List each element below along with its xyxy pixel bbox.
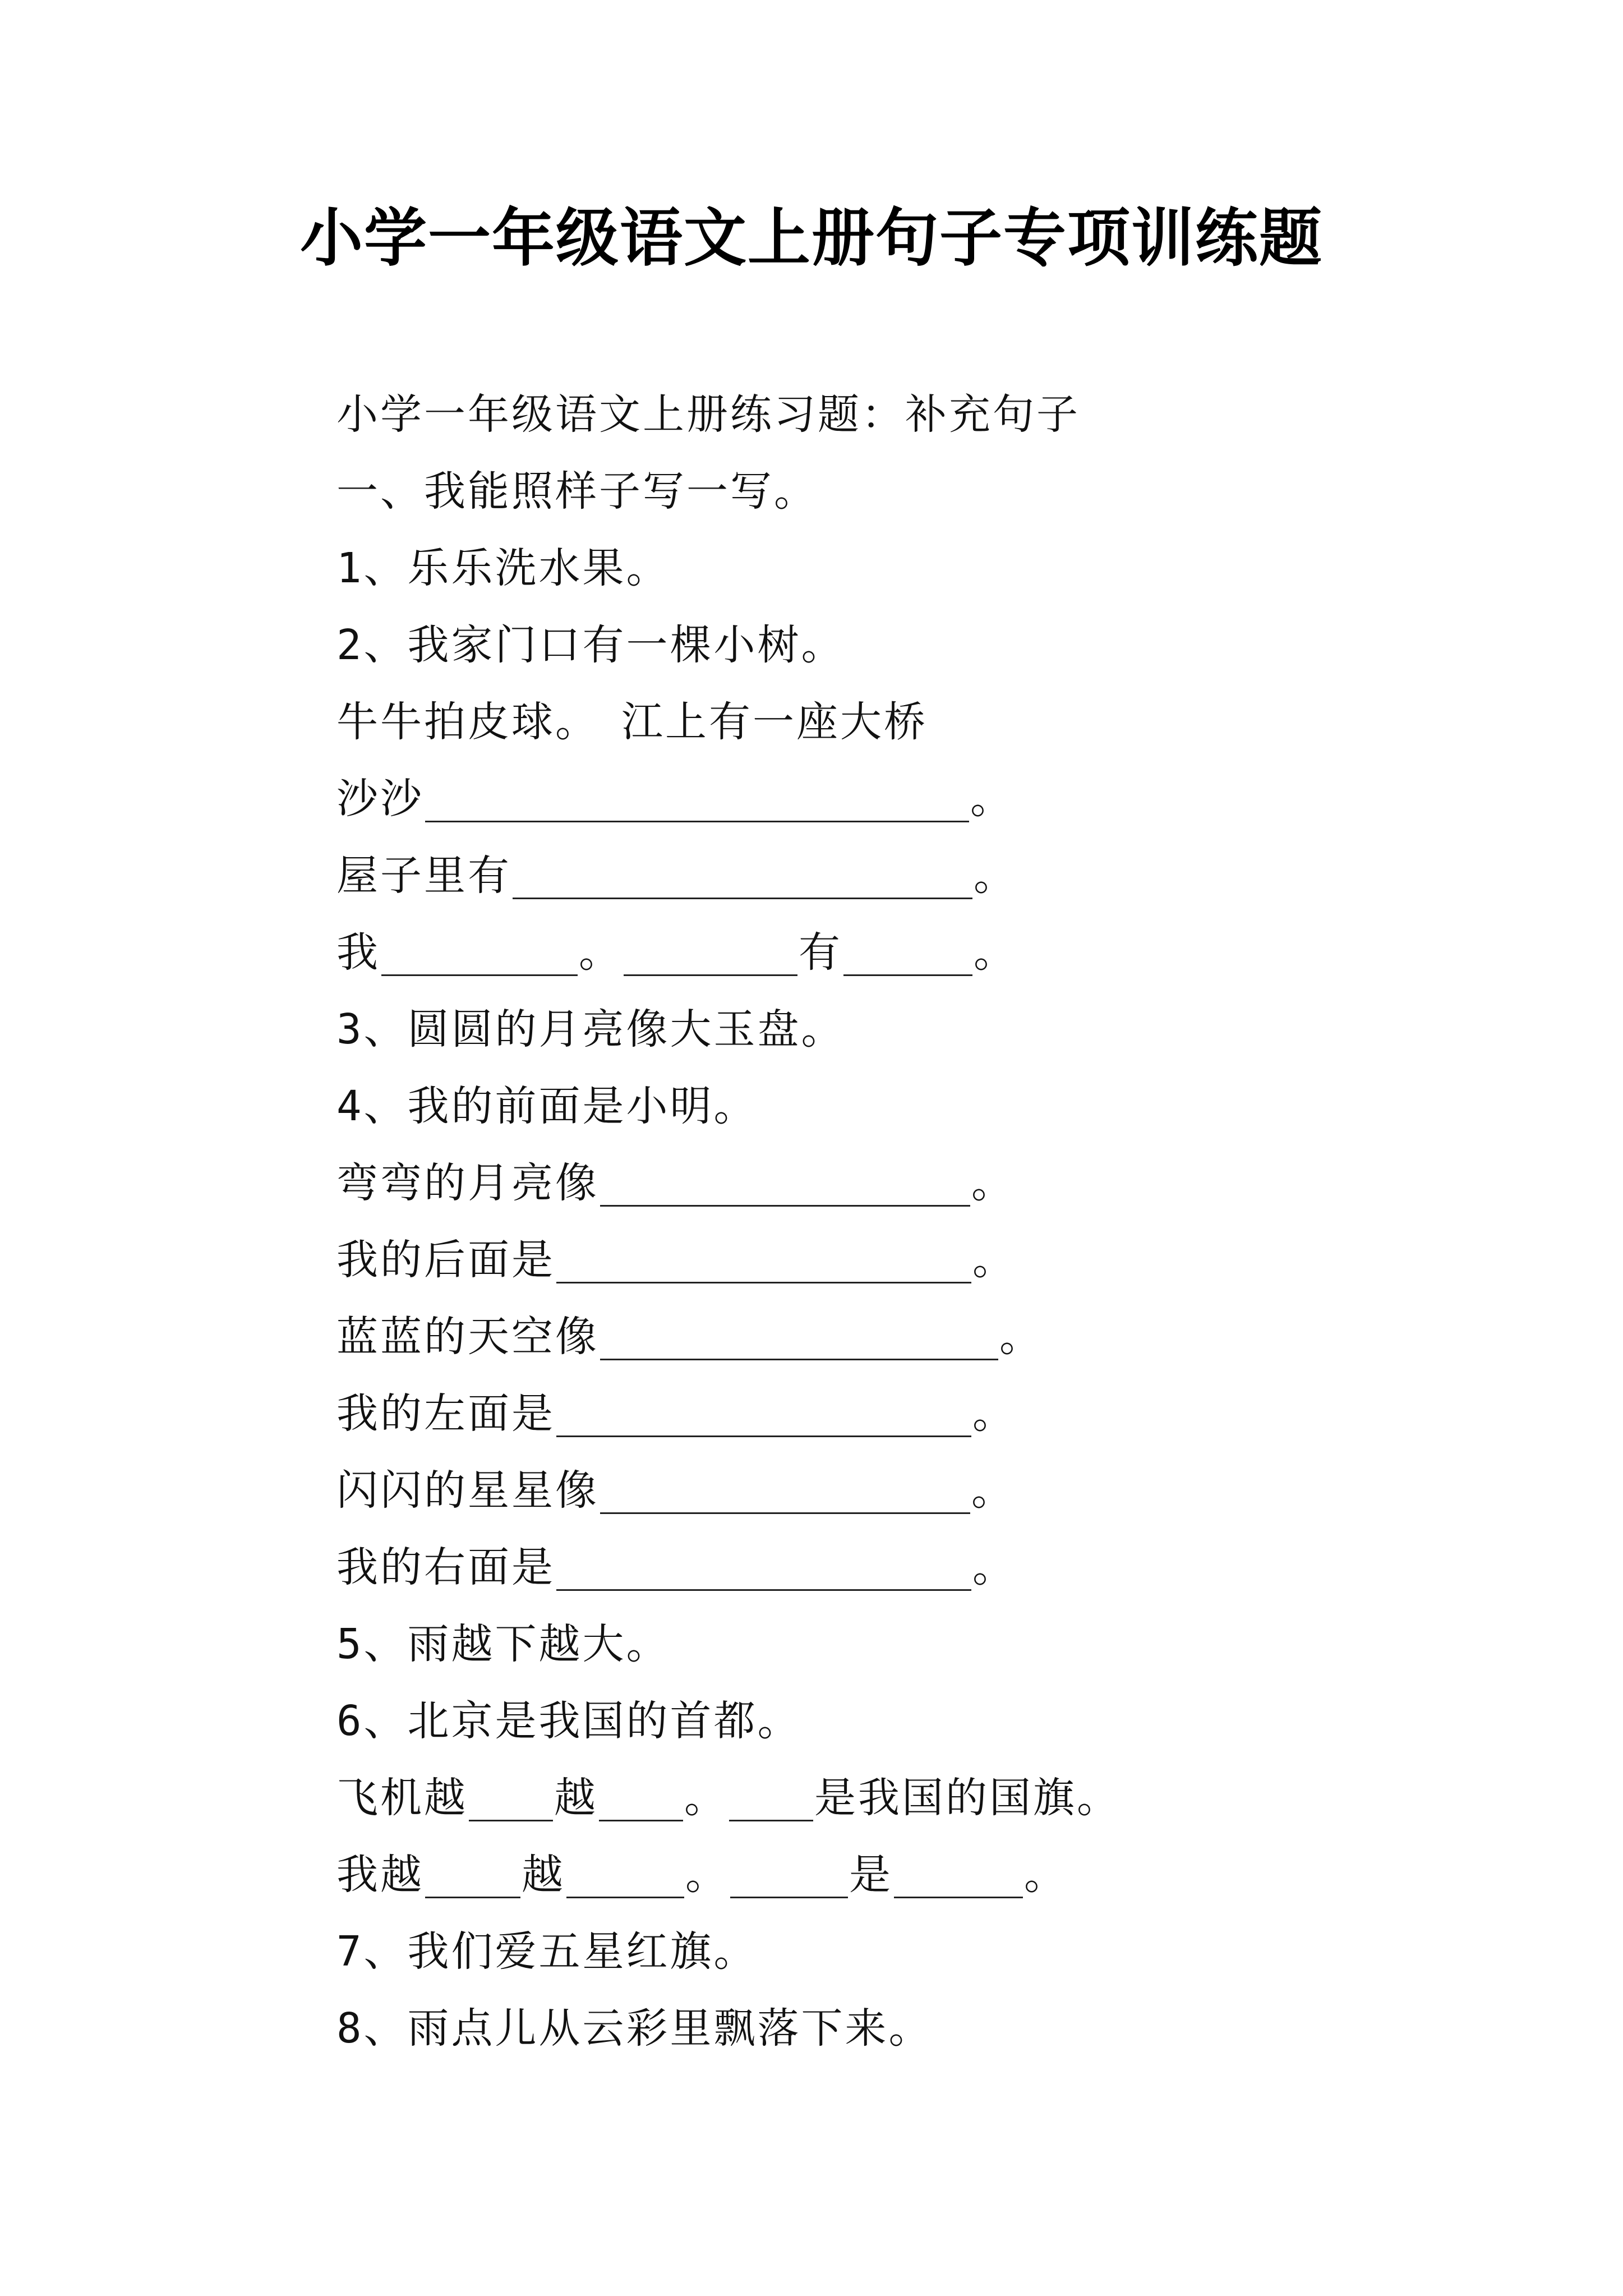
period: 。 — [684, 1773, 728, 1822]
period: 。 — [970, 774, 1014, 823]
fill-line — [336, 1529, 1514, 1605]
subtitle-text: 小学一年级语文上册练习题：补充句子 — [336, 390, 1080, 439]
fill-line — [336, 1836, 1514, 1913]
page-title: 小学一年级语文上册句子专项训练题 — [300, 201, 1323, 275]
answer-blank[interactable] — [425, 779, 969, 822]
answer-blank[interactable] — [600, 1163, 970, 1207]
answer-blank[interactable] — [381, 933, 578, 976]
answer-blank[interactable] — [469, 1778, 553, 1821]
fill-line — [336, 914, 1514, 991]
fill-word: 有 — [799, 928, 842, 977]
subtitle — [336, 376, 1514, 453]
fill-prefix: 弯弯的月亮像 — [336, 1158, 599, 1207]
answer-blank[interactable] — [894, 1855, 1023, 1898]
period: 。 — [971, 1466, 1015, 1515]
answer-blank[interactable] — [600, 1471, 970, 1514]
fill-suffix: 是我国的国旗。 — [814, 1773, 1121, 1822]
question-5: 5、雨越下越大。 — [336, 1619, 670, 1668]
period: 。 — [999, 1312, 1043, 1361]
example-sentence-1: 牛牛拍皮球。 — [336, 697, 599, 746]
list-item — [336, 1068, 1514, 1144]
answer-blank[interactable] — [843, 933, 972, 976]
document-body — [336, 376, 1514, 2067]
answer-blank[interactable] — [566, 1855, 684, 1898]
fill-line — [336, 1298, 1514, 1375]
list-item — [336, 1682, 1514, 1759]
fill-line — [336, 1759, 1514, 1836]
fill-prefix: 沙沙 — [336, 774, 424, 823]
list-item — [336, 530, 1514, 606]
period: 。 — [685, 1850, 729, 1899]
question-2: 2、我家门口有一棵小树。 — [336, 620, 845, 669]
section-heading-text: 一、我能照样子写一写。 — [336, 467, 818, 516]
answer-blank[interactable] — [556, 1240, 971, 1283]
list-item — [336, 991, 1514, 1068]
period: 。 — [972, 1389, 1016, 1438]
question-1: 1、乐乐洗水果。 — [336, 544, 670, 592]
fill-line — [336, 1375, 1514, 1452]
question-3: 3、圆圆的月亮像大玉盘。 — [336, 1005, 845, 1053]
list-item — [336, 1990, 1514, 2067]
answer-blank[interactable] — [600, 1317, 998, 1360]
fill-prefix: 我越 — [336, 1850, 424, 1899]
period: 。 — [579, 928, 623, 977]
answer-blank[interactable] — [624, 933, 797, 976]
period: 。 — [972, 1235, 1016, 1284]
answer-blank[interactable] — [425, 1855, 520, 1898]
example-sentences — [336, 683, 1514, 760]
answer-blank[interactable] — [513, 856, 972, 899]
answer-blank[interactable] — [556, 1548, 971, 1591]
period: 。 — [974, 851, 1017, 900]
fill-word: 越 — [554, 1773, 598, 1822]
answer-blank[interactable] — [730, 1855, 848, 1898]
fill-word: 是 — [849, 1850, 893, 1899]
period: 。 — [974, 928, 1017, 977]
period: 。 — [1024, 1850, 1068, 1899]
fill-prefix: 我的右面是 — [336, 1543, 555, 1591]
answer-blank[interactable] — [599, 1778, 683, 1821]
question-6: 6、北京是我国的首都。 — [336, 1696, 801, 1745]
fill-line — [336, 837, 1514, 914]
fill-prefix: 闪闪的星星像 — [336, 1466, 599, 1515]
list-item — [336, 1605, 1514, 1682]
fill-prefix: 我 — [336, 928, 380, 977]
fill-word: 越 — [522, 1850, 565, 1899]
example-sentence-2: 江上有一座大桥 — [621, 697, 928, 746]
section-heading — [336, 453, 1514, 530]
fill-prefix: 我的左面是 — [336, 1389, 555, 1438]
answer-blank[interactable] — [556, 1394, 971, 1437]
fill-prefix: 飞机越 — [336, 1773, 468, 1822]
fill-line — [336, 760, 1514, 837]
fill-line — [336, 1221, 1514, 1298]
fill-prefix: 屋子里有 — [336, 851, 511, 900]
fill-prefix: 蓝蓝的天空像 — [336, 1312, 599, 1361]
period: 。 — [972, 1543, 1016, 1591]
fill-line — [336, 1452, 1514, 1529]
answer-blank[interactable] — [729, 1778, 813, 1821]
question-8: 8、雨点儿从云彩里飘落下来。 — [336, 2004, 933, 2053]
question-4: 4、我的前面是小明。 — [336, 1082, 758, 1130]
list-item — [336, 1913, 1514, 1990]
question-7: 7、我们爱五星红旗。 — [336, 1927, 758, 1976]
period: 。 — [971, 1158, 1015, 1207]
list-item — [336, 606, 1514, 683]
fill-line — [336, 1144, 1514, 1221]
fill-prefix: 我的后面是 — [336, 1235, 555, 1284]
